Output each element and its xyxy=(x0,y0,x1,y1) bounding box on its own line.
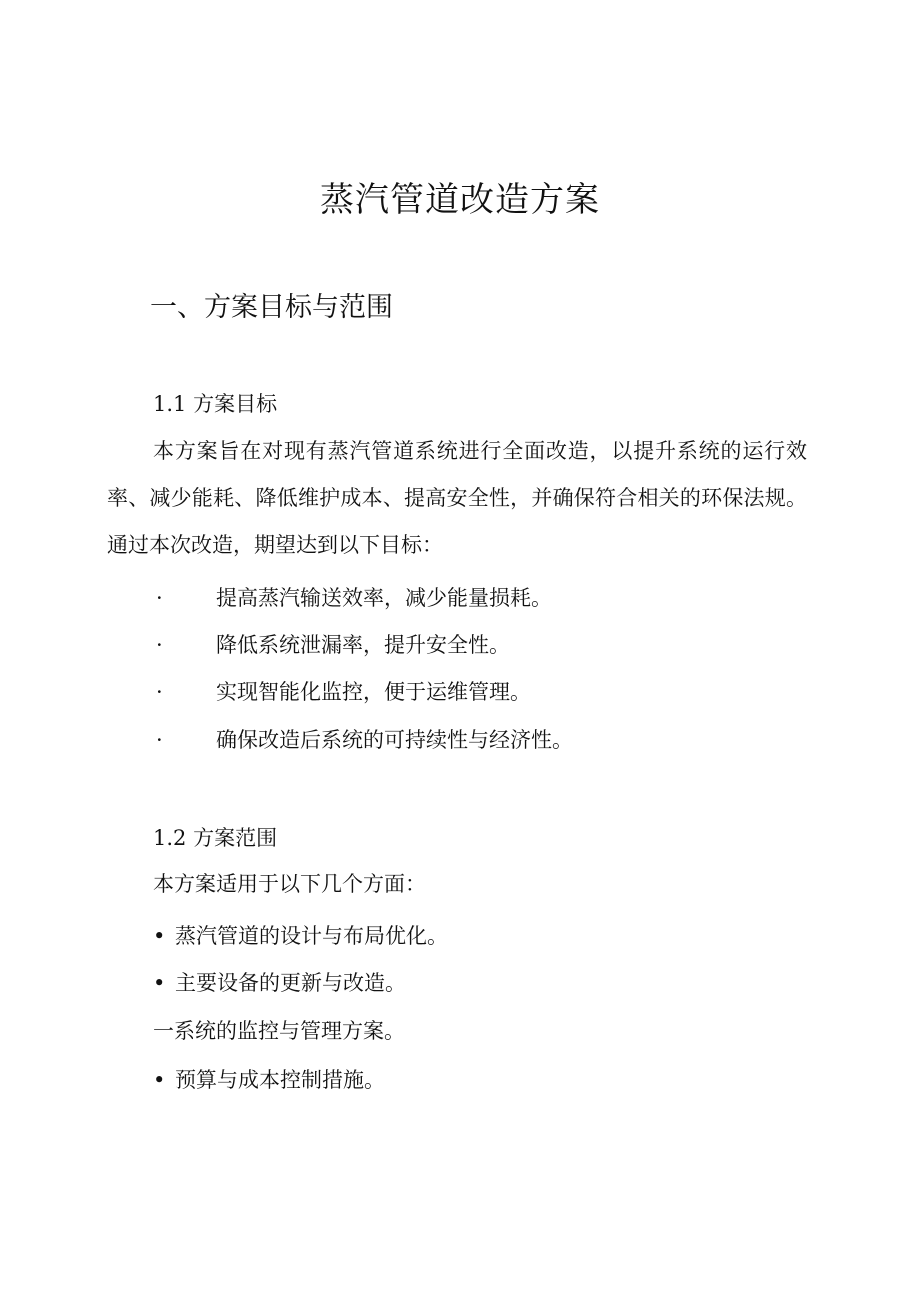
bullet-mark: • xyxy=(153,924,166,948)
goal-item-text: 确保改造后系统的可持续性与经济性。 xyxy=(216,728,573,752)
scope-list-item xyxy=(153,967,406,999)
goal-list-item xyxy=(150,676,531,708)
scope-list-item xyxy=(153,920,448,952)
bullet-mark: • xyxy=(153,1068,166,1092)
goal-list-item xyxy=(150,582,552,614)
bullet-mark: · xyxy=(156,728,163,752)
bullet-mark: · xyxy=(156,633,163,657)
bullet-mark: · xyxy=(156,586,163,610)
scope-item-text: 预算与成本控制措施。 xyxy=(175,1068,385,1092)
goal-list-item xyxy=(150,724,573,756)
scope-item-text: 主要设备的更新与改造。 xyxy=(175,971,406,995)
goal-item-text: 提高蒸汽输送效率，减少能量损耗。 xyxy=(216,586,552,610)
scope-item-text: 一系统的监控与管理方案。 xyxy=(153,1019,405,1043)
document-title: 蒸汽管道改造方案 xyxy=(320,180,600,220)
subsection-heading-scope: 1.2 方案范围 xyxy=(153,826,278,850)
subsection-heading-goal: 1.1 方案目标 xyxy=(153,392,278,416)
bullet-mark: · xyxy=(156,680,163,704)
goal-item-text: 降低系统泄漏率，提升安全性。 xyxy=(216,633,510,657)
goal-list-item xyxy=(150,629,510,661)
scope-list-item xyxy=(153,1015,405,1047)
section-heading: 一、方案目标与范围 xyxy=(150,292,393,323)
scope-list-item xyxy=(153,1064,385,1096)
goal-paragraph: 本方案旨在对现有蒸汽管道系统进行全面改造，以提升系统的运行效率、减少能耗、降低维护成本、提高安全性，并确保符合相关的环保法规。通过本次改造，期望达到以下目标： xyxy=(107,439,807,557)
scope-intro: 本方案适用于以下几个方面： xyxy=(153,872,426,896)
bullet-mark: • xyxy=(153,971,166,995)
goal-item-text: 实现智能化监控，便于运维管理。 xyxy=(216,680,531,704)
scope-item-text: 蒸汽管道的设计与布局优化。 xyxy=(175,924,448,948)
